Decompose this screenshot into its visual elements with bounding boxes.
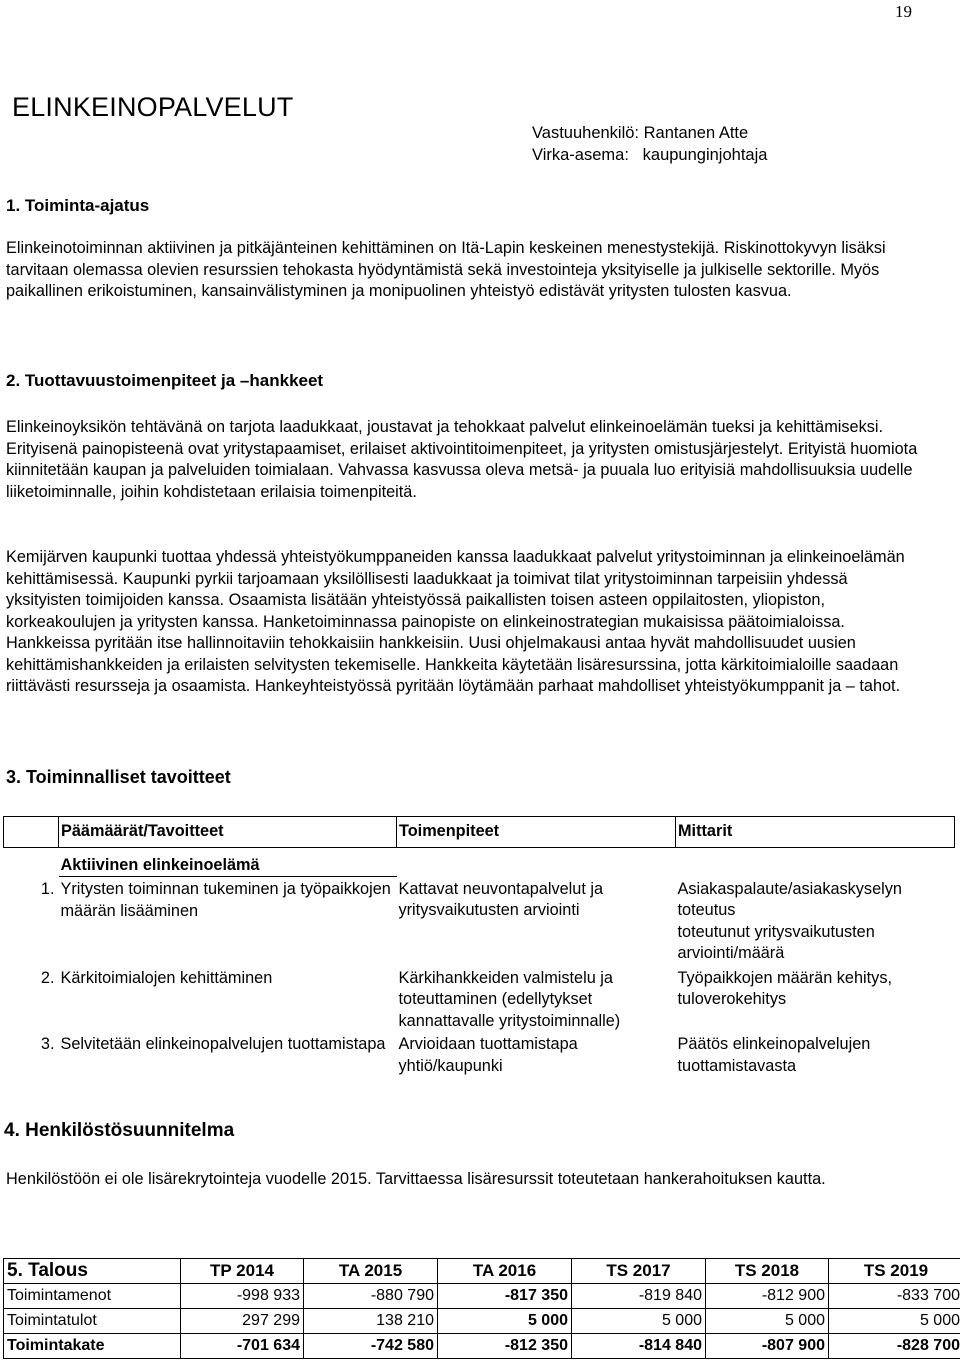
finance-column-header: TS 2019 (829, 1259, 960, 1284)
finance-cell: 5 000 (829, 1309, 960, 1334)
finance-column-header: TA 2016 (438, 1259, 572, 1284)
finance-cell: -812 900 (706, 1284, 829, 1309)
finance-cell: -742 580 (304, 1334, 438, 1359)
finance-cell: -817 350 (438, 1284, 572, 1309)
section2-paragraph-1: Elinkeinoyksikön tehtävänä on tarjota laadukkaat, joustavat ja tehokkaat palvelut elinkeinoelämän tueksi ja kehittämiseksi. Erityisenä painopisteenä ovat yritystapaamiset, erilaiset aktivointitoimenpiteet, ja yritysten omistusjärjestelyt. Erityistä huomiota kiinnitetään kaupan ja palveluiden toimialaan. Vahvassa kasvussa oleva metsä- ja puuala luo erityisiä mahdollisuuksia uudelle liiketoiminnalle, joihin kohdistetaan erilaisia toimenpiteitä. (6, 418, 918, 501)
responsible-position: Virka-asema: kaupunginjohtaja (532, 146, 768, 164)
goals-group-label: Aktiivinen elinkeinoelämä (59, 847, 397, 877)
action-text: Arvioidaan tuottamistapa yhtiö/kaupunki (398, 1035, 578, 1075)
section4-text: Henkilöstöön ei ole lisärekrytointeja vuodelle 2015. Tarvittaessa lisäresurssit toteutetaan hankerahoituksen kautta. (6, 1170, 826, 1188)
section1-heading: 1. Toiminta-ajatus (6, 196, 150, 215)
action-text: Kärkihankkeiden valmistelu ja toteuttaminen (edellytykset kannattavalle yritystoiminnalle) (398, 968, 621, 1030)
metric-line: Asiakaspalaute/asiakaskyselyn toteutus (677, 879, 902, 919)
section1-text: Elinkeinotoiminnan aktiivinen ja pitkäjänteinen kehittäminen on Itä-Lapin keskeinen menestystekijä. Riskinottokyvyn lisäksi tarvitaan olemassa olevien resurssien tehokasta hyödyntämistä sekä investointeja yksityiselle ja julkiselle sektorille. Myös paikallinen erikoistuminen, kansainvälistyminen ja monipuolinen yhteistyö edistävät yritysten tulosten kasvua. (6, 239, 886, 300)
finance-row-label: Toimintamenot (4, 1284, 181, 1309)
goals-header-row (4, 817, 955, 848)
finance-cell: -807 900 (706, 1334, 829, 1359)
goal-number: 1. (40, 879, 55, 898)
finance-cell: -814 840 (572, 1334, 706, 1359)
finance-table (3, 1258, 960, 1359)
finance-cell: 5 000 (572, 1309, 706, 1334)
finance-cell: 5 000 (438, 1309, 572, 1334)
page-title: ELINKEINOPALVELUT (12, 92, 294, 122)
goals-header-num (4, 817, 59, 848)
goal-text: Yritysten toiminnan tukeminen ja työpaikkojen määrän lisääminen (59, 877, 397, 965)
table-row (4, 1309, 960, 1334)
table-row (4, 1032, 955, 1077)
finance-cell: -812 350 (438, 1334, 572, 1359)
action-text: Kattavat neuvontapalvelut ja yritysvaikutusten arviointi (398, 879, 604, 919)
goals-header-actions: Toimenpiteet (397, 817, 676, 848)
finance-column-header: TA 2015 (304, 1259, 438, 1284)
finance-cell: -828 700 (829, 1334, 960, 1359)
section2-paragraph-2: Kemijärven kaupunki tuottaa yhdessä yhteistyökumppaneiden kanssa laadukkaat palvelut yritystoiminnan ja elinkeinoelämän kehittämisessä. Kaupunki pyrkii tarjoamaan yksilöllisesti laadukkaat ja toimivat tilat yritystoiminnan tarpeisiin yhdessä yksityisten toimijoiden kanssa. Osaamista lisätään yhteistyössä paikallisten toisen asteen oppilaitosten, yliopiston, korkeakoulujen ja yritysten kanssa. Hanketoiminnassa painopiste on elinkeinostrategian mukaisissa päätoimialoissa. Hankkeissa pyritään itse hallinnoitaviin tehokkaisiin hankkeisiin. Uusi ohjelmakausi antaa hyvät mahdollisuudet uusien kehittämishankkeiden ja erilaisten selvitysten tekemiselle. Hankkeita käytetään lisäresurssina, jotta kärkitoimialoille saadaan riittävästi resursseja ja osaamista. Hankeyhteistyössä pyritään löytämään parhaat mahdolliset yhteistyökumppanit ja – tahot. (6, 548, 905, 695)
table-row (4, 1334, 960, 1359)
section2-heading: 2. Tuottavuustoimenpiteet ja –hankkeet (6, 371, 324, 390)
finance-cell: 138 210 (304, 1309, 438, 1334)
metric-line: toteutunut yritysvaikutusten arviointi/määrä (677, 922, 875, 962)
metric-text: Päätös elinkeinopalvelujen tuottamistavasta (677, 1035, 871, 1075)
goal-number: 3. (40, 1035, 55, 1053)
finance-column-header: TP 2014 (181, 1259, 304, 1284)
section4-heading: 4. Henkilöstösuunnitelma (4, 1120, 235, 1141)
finance-cell: 297 299 (181, 1309, 304, 1334)
finance-cell: -819 840 (572, 1284, 706, 1309)
goals-group-row (4, 847, 955, 877)
metric-text: Työpaikkojen määrän kehitys, tuloverokehitys (677, 968, 892, 1008)
finance-row-label: Toimintakate (4, 1334, 181, 1359)
goal-text: Selvitetään elinkeinopalvelujen tuottamistapa (60, 1035, 386, 1053)
table-row (4, 965, 955, 1033)
metric-text (676, 877, 955, 965)
finance-row-label: Toimintatulot (4, 1309, 181, 1334)
page-number: 19 (895, 2, 912, 21)
finance-cell: 5 000 (706, 1309, 829, 1334)
finance-title: 5. Talous (4, 1259, 181, 1284)
finance-column-header: TS 2018 (706, 1259, 829, 1284)
goals-header-goals: Päämäärät/Tavoitteet (59, 817, 397, 848)
goals-header-metrics: Mittarit (676, 817, 955, 848)
goal-text: Kärkitoimialojen kehittäminen (60, 968, 273, 987)
finance-cell: -880 790 (304, 1284, 438, 1309)
goals-table (3, 816, 955, 1077)
table-row (4, 1284, 960, 1309)
finance-cell: -998 933 (181, 1284, 304, 1309)
finance-cell: -833 700 (829, 1284, 960, 1309)
finance-column-header: TS 2017 (572, 1259, 706, 1284)
goal-number: 2. (40, 968, 55, 987)
table-row (4, 877, 955, 965)
finance-cell: -701 634 (181, 1334, 304, 1359)
responsible-person: Vastuuhenkilö: Rantanen Atte (532, 124, 749, 142)
section3-heading: 3. Toiminnalliset tavoitteet (6, 767, 231, 787)
finance-header-row (4, 1259, 960, 1284)
